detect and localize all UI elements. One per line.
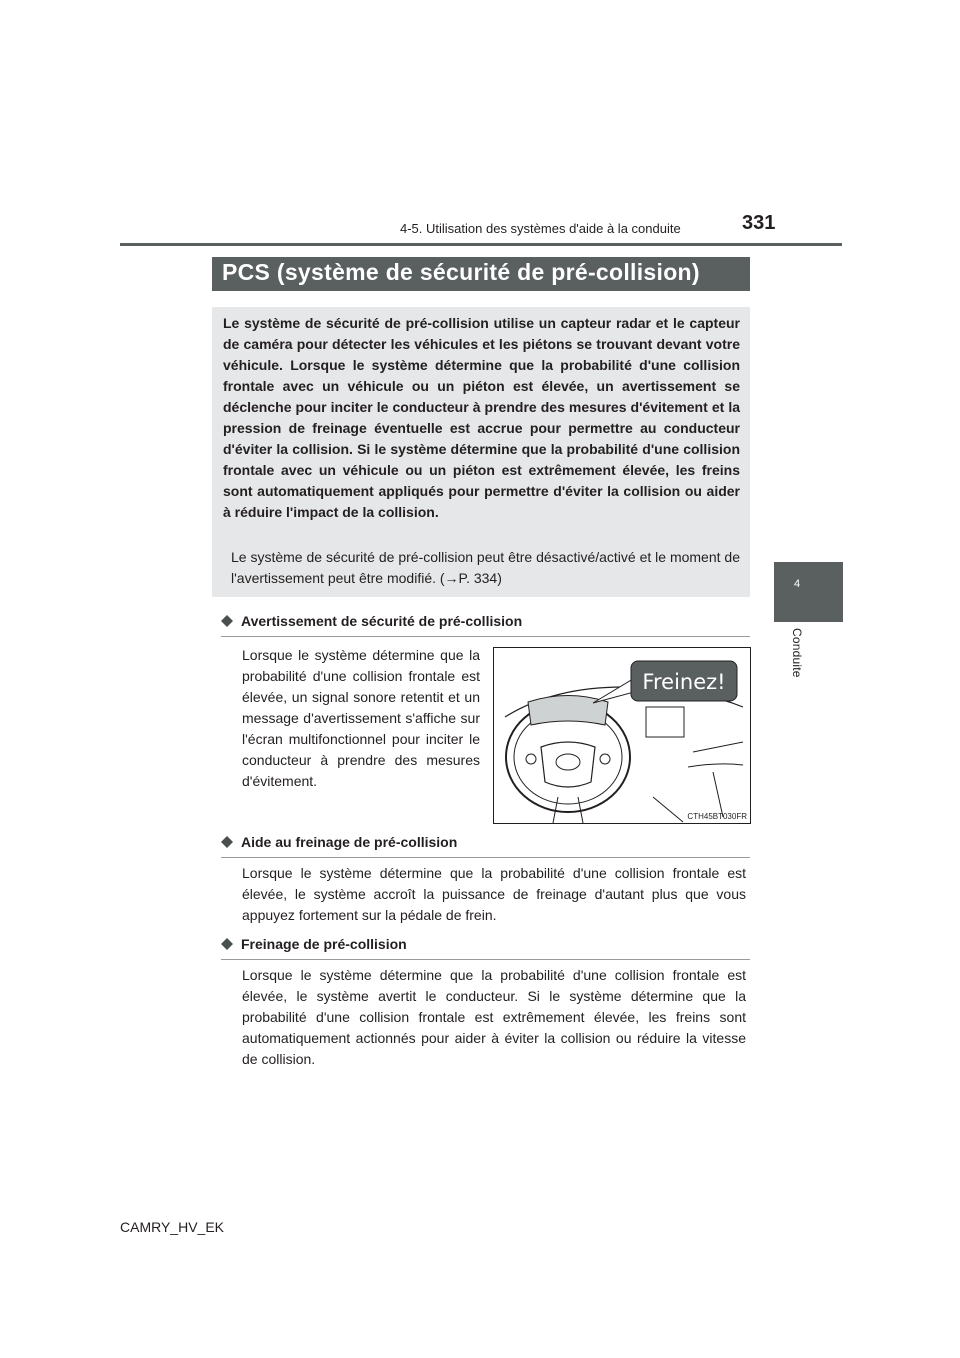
intro-box <box>212 307 750 597</box>
title-banner <box>212 257 750 291</box>
page-number: 331 <box>742 212 776 234</box>
dashboard-warning-illustration <box>493 647 751 824</box>
page-title: PCS (système de sécurité de pré-collision) <box>222 259 700 285</box>
chapter-label: Conduite <box>790 628 804 678</box>
chapter-label-wrapper <box>790 628 804 688</box>
section-body-aide-freinage: Lorsque le système détermine que la probabilité d'une collision frontale est élevée, le système accroît la puissance de freinage d'autant plus que vous appuyez fortement sur la pédale de frein. <box>242 865 746 923</box>
header-divider <box>120 243 842 246</box>
chapter-number: 4 <box>794 578 801 590</box>
section-heading-avertissement <box>221 610 750 637</box>
section-heading-aide-freinage <box>221 831 750 858</box>
diamond-bullet-icon <box>221 938 233 950</box>
section-body-freinage: Lorsque le système détermine que la probabilité d'une collision frontale est élevée, le système avertit le conducteur. Si le système détermine que la probabilité d'une collision frontale est extrêmement élevée, les freins sont automatiquement actionnés pour aider à éviter la collision ou réduire la vitesse de collision. <box>242 967 746 1067</box>
chapter-tab <box>774 562 843 622</box>
diamond-bullet-icon <box>221 836 233 848</box>
running-header: 4-5. Utilisation des systèmes d'aide à la conduite <box>400 221 681 236</box>
section-heading-text: Aide au freinage de pré-collision <box>241 834 458 850</box>
figure-code: CTH45BT030FR <box>687 812 747 821</box>
diamond-bullet-icon <box>221 615 233 627</box>
intro-summary: Le système de sécurité de pré-collision utilise un capteur radar et le capteur de caméra pour détecter les véhicules et les piétons se trouvant devant votre véhicule. Lorsque le système détermine que la probabilité d'une collision frontale avec un véhicule ou un piéton est élevée, un avertissement se déclenche pour inciter le conducteur à prendre des mesures d'évitement et la pression de freinage éventuelle est accrue pour permettre au conducteur d'éviter la collision. Si le système détermine que la probabilité d'une collision frontale avec un véhicule ou un piéton est extrêmement élevée, les freins sont automatiquement appliqués pour permettre d'éviter la collision ou aider à réduire l'impact de la collision. <box>223 315 740 520</box>
section-body-avertissement: Lorsque le système détermine que la probabilité d'une collision frontale est élevée, un signal sonore retentit et un message d'avertissement s'affiche sur l'écran multifonctionnel pour inciter le conducteur à prendre des mesures d'évitement. <box>242 647 480 789</box>
section-heading-text: Avertissement de sécurité de pré-collision <box>241 613 523 629</box>
section-heading-text: Freinage de pré-collision <box>241 936 407 952</box>
footer-model-code: CAMRY_HV_EK <box>120 1219 225 1235</box>
intro-note: Le système de sécurité de pré-collision peut être désactivé/activé et le moment de l'avertissement peut être modifié. (→P. 334) <box>231 549 740 586</box>
section-heading-freinage <box>221 933 750 960</box>
callout-text: Freinez! <box>642 670 726 694</box>
